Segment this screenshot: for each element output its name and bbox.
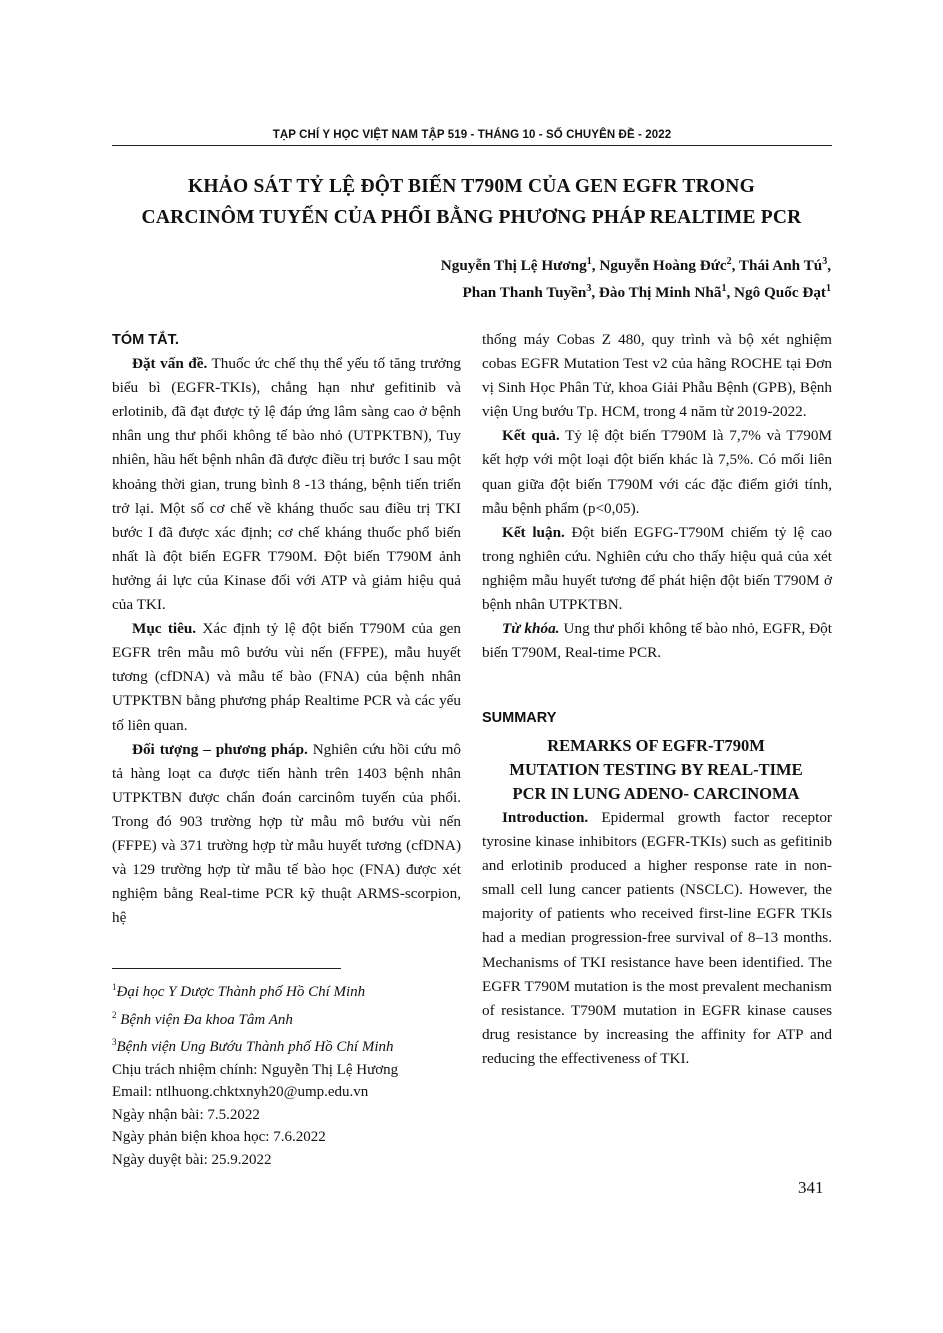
footnotes xyxy=(112,976,472,1171)
date-accepted: Ngày duyệt bài: 25.9.2022 xyxy=(112,1151,272,1168)
date-received: Ngày nhận bài: 7.5.2022 xyxy=(112,1106,260,1123)
summary-title-line-1: REMARKS OF EGFR-T790M xyxy=(547,736,765,755)
paragraph-methods: Đối tượng – phương pháp. Nghiên cứu hồi cứu mô tả hàng loạt ca được tiến hành trên 1403 bệnh nhân UTPKTBN được chẩn đoán carcinôm tuyến của phổi. Trong đó 903 trường hợp từ mẫu mô bướu vùi nến (FFPE) và 371 trường hợp từ mẫu huyết tương (cfDNA) và 129 trường hợp từ mẫu tế bào học (FNA) được xét nghiệm bằng Real-time PCR kỹ thuật ARMS-scorpion, hệ xyxy=(112,740,461,927)
email: Email: ntlhuong.chktxnyh20@ump.edu.vn xyxy=(112,1084,369,1100)
date-reviewed: Ngày phản biện khoa học: 7.6.2022 xyxy=(112,1129,326,1145)
paragraph-introduction: Introduction. Epidermal growth factor receptor tyrosine kinase inhibitors (EGFR-TKIs) such as gefitinib and erlotinib produced a higher response rate in non-small cell lung cancer patients (NSCLC). However, the majority of patients who received first-line EGFR TKIs had a median progression-free survival of 8–13 months. Mechanisms of TKI resistance have been identified. The EGFR T790M mutation is the most prevalent mechanism of resistance. T790M mutation in EGFR kinase causes drug resistance by increasing the affinity for ATP and reducing the effectiveness of TKI. xyxy=(482,809,832,1067)
author-name: Thái Anh Tú xyxy=(738,257,823,275)
author-name: Nguyễn Thị Lệ Hương xyxy=(440,257,587,275)
paragraph-methods-continued: thống máy Cobas Z 480, quy trình và bộ xét nghiệm cobas EGFR Mutation Test v2 của hãng ROCHE tại Đơn vị Sinh Học Phân Tử, khoa Giải Phẫu Bệnh (GPB), Bệnh viện Ung bướu Tp. HCM, trong 4 năm từ 2019-2022. xyxy=(482,331,832,421)
author-name: Nguyễn Hoàng Đức xyxy=(599,257,727,275)
footnote-rule xyxy=(112,968,341,969)
author-name: Phan Thanh Tuyền xyxy=(462,284,587,302)
journal-header: TẠP CHÍ Y HỌC VIỆT NAM TẬP 519 - THÁNG 10 - SỐ CHUYÊN ĐỀ - 2022 xyxy=(272,129,672,141)
article-title-line-1: KHẢO SÁT TỶ LỆ ĐỘT BIẾN T790M CỦA GEN EGFR TRONG xyxy=(188,176,755,197)
paragraph-keywords: Từ khóa. Ung thư phổi không tế bào nhỏ, EGFR, Đột biến T790M, Real-time PCR. xyxy=(482,620,832,662)
authors-line-1: Nguyễn Thị Lệ Hương$^1$, Nguyễn Hoàng Đức$^2$, Thái Anh $Tú^3$, xyxy=(440,256,831,275)
paragraph-background: Đặt vấn đề. Thuốc ức chế thụ thể yếu tố tăng trưởng biểu bì (EGFR-TKIs), chẳng hạn như gefitinib và erlotinib, đã đạt được tỷ lệ đáp ứng lâm sàng cao ở bệnh nhân ung thư phổi không tế bào nhỏ (UTPKTBN), Tuy nhiên, hầu hết bệnh nhân đã được điều trị bước I sau một khoảng thời gian, trung bình 8 -13 tháng, bệnh tiến triển trở lại. Một số cơ chế về kháng thuốc sau điều trị TKI bước I đã được xác định; cơ chế kháng thuốc phổ biến nhất là đột biến EGFR T790M. Đột biến T790M ảnh hưởng ái lực của Kinase đối với ATP và giảm hiệu quả của TKI. xyxy=(112,355,461,614)
summary-heading: SUMMARY xyxy=(482,710,557,726)
author-name: Ngô Quốc Đạt xyxy=(734,284,826,302)
footnote-affiliation-2: $^2$ Bệnh viện Đa khoa Tâm Anh xyxy=(112,1009,293,1028)
summary-title-line-2: MUTATION TESTING BY REAL-TIME xyxy=(509,760,803,779)
author-name: Đào Thị Minh Nhã xyxy=(598,284,722,302)
author-affiliation: 1 xyxy=(586,256,592,267)
authors-line-2: Phan Thanh Tuyền$^3$, Đào Thị Minh Nhã$^1$, Ngô Quốc Đạt$^1$ xyxy=(462,283,831,302)
paragraph-conclusion: Kết luận. Đột biến EGFG-T790M chiếm tỷ lệ cao trong nghiên cứu. Nghiên cứu cho thấy hiệu quả của xét nghiệm mẫu huyết tương để phát hiện đột biến T790M ở bệnh nhân UTPKTBN. xyxy=(482,523,832,614)
footnote-affiliation-3: $^3$Bệnh viện Ung Bướu Thành phố Hồ Chí Minh xyxy=(112,1037,394,1055)
abstract-heading: TÓM TẮT. xyxy=(112,332,179,348)
right-column xyxy=(482,328,832,665)
summary-title-line-3: PCR IN LUNG ADENO- CARCINOMA xyxy=(512,784,800,803)
author-affiliation: 3 xyxy=(822,256,828,267)
header-rule xyxy=(112,145,832,146)
paragraph-objective: Mục tiêu. Xác định tỷ lệ đột biến T790M của gen EGFR trên mẫu mô bướu vùi nến (FFPE), mẫu huyết tương (cfDNA) và mẫu tế bào (FNA) của bệnh nhân UTPKTBN bằng phương pháp Realtime PCR và các yếu tố liên quan. xyxy=(112,620,461,734)
left-column xyxy=(112,328,461,930)
page-number: 341 xyxy=(798,1178,824,1197)
paragraph-results: Kết quả. Tỷ lệ đột biến T790M là 7,7% và T790M kết hợp với một loại đột biến khác là 7,5%. Có mối liên quan giữa đột biến T790M với các đặc điểm giới tính, mẫu bệnh phẩm (p<0,05). xyxy=(482,427,832,517)
author-affiliation: 1 xyxy=(826,283,831,294)
article-title-line-2: CARCINÔM TUYẾN CỦA PHỔI BẰNG PHƯƠNG PHÁP REALTIME PCR xyxy=(141,207,802,228)
author-affiliation: 2 xyxy=(726,256,732,267)
corresponding-author: Chịu trách nhiệm chính: Nguyễn Thị Lệ Hương xyxy=(112,1061,399,1078)
author-affiliation: 1 xyxy=(721,283,727,294)
summary-body xyxy=(482,806,832,1071)
author-affiliation: 3 xyxy=(586,283,592,294)
footnote-affiliation-1: $^1$Đại học Y Dược Thành phố Hồ Chí Minh xyxy=(112,982,366,1000)
